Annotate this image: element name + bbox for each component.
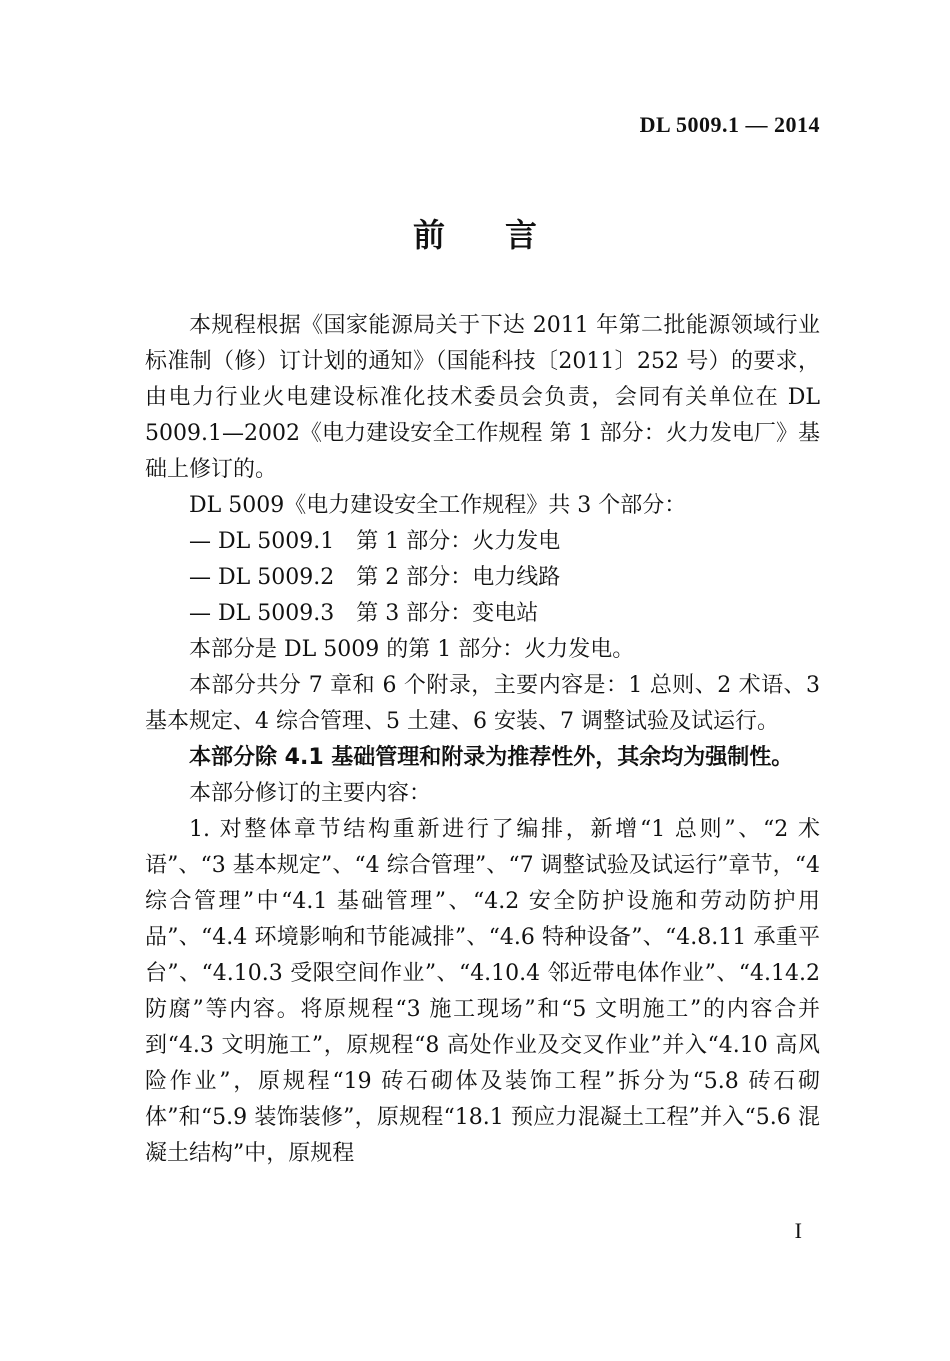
paragraph: 本规程根据《国家能源局关于下达 2011 年第二批能源领域行业标准制（修）订计划的通知》（国能科技〔2011〕252 号）的要求，由电力行业火电建设标准化技术委员会负责，会同有关单位在 DL 5009.1—2002《电力建设安全工作规程 第 1 部分：火力发电厂》基础上修订的。 [145, 313, 820, 482]
list-item: — DL 5009.2 第 2 部分：电力线路 [189, 565, 561, 590]
page-title: 前言 [412, 216, 597, 254]
paragraph: 本部分共分 7 章和 6 个附录，主要内容是：1 总则、2 术语、3 基本规定、4 综合管理、5 土建、6 安装、7 调整试验及试运行。 [145, 673, 820, 734]
list-item: — DL 5009.1 第 1 部分：火力发电 [189, 529, 561, 554]
body-text [145, 308, 820, 1172]
list-item: — DL 5009.3 第 3 部分：变电站 [189, 601, 539, 626]
document-code: DL 5009.1 — 2014 [639, 112, 820, 137]
mandatory-statement: 本部分除 4.1 基础管理和附录为推荐性外，其余均为强制性。 [189, 745, 794, 770]
page-number: I [794, 1218, 802, 1243]
paragraph: 本部分修订的主要内容： [189, 781, 432, 806]
paragraph: 1. 对整体章节结构重新进行了编排，新增“1 总则”、“2 术语”、“3 基本规定”、“4 综合管理”、“7 调整试验及试运行”章节，“4 综合管理”中“4.1 基础管理”、“4.2 安全防护设施和劳动防护用品”、“4.4 环境影响和节能减排”、“4.6 特种设备”、“4.8.11 承重平台”、“4.10.3 受限空间作业”、“4.10.4 邻近带电体作业”、“4.14.2 防腐”等内容。将原规程“3 施工现场”和“5 文明施工”的内容合并到“4.3 文明施工”，原规程“8 高处作业及交叉作业”并入“4.10 高风险作业”，原规程“19 砖石砌体及装饰工程”拆分为“5.8 砖石砌体”和“5.9 装饰装修”，原规程“18.1 预应力混凝土工程”并入“5.6 混凝土结构”中，原规程 [145, 817, 820, 1166]
paragraph: DL 5009《电力建设安全工作规程》共 3 个部分： [189, 493, 687, 518]
paragraph: 本部分是 DL 5009 的第 1 部分：火力发电。 [189, 637, 635, 662]
